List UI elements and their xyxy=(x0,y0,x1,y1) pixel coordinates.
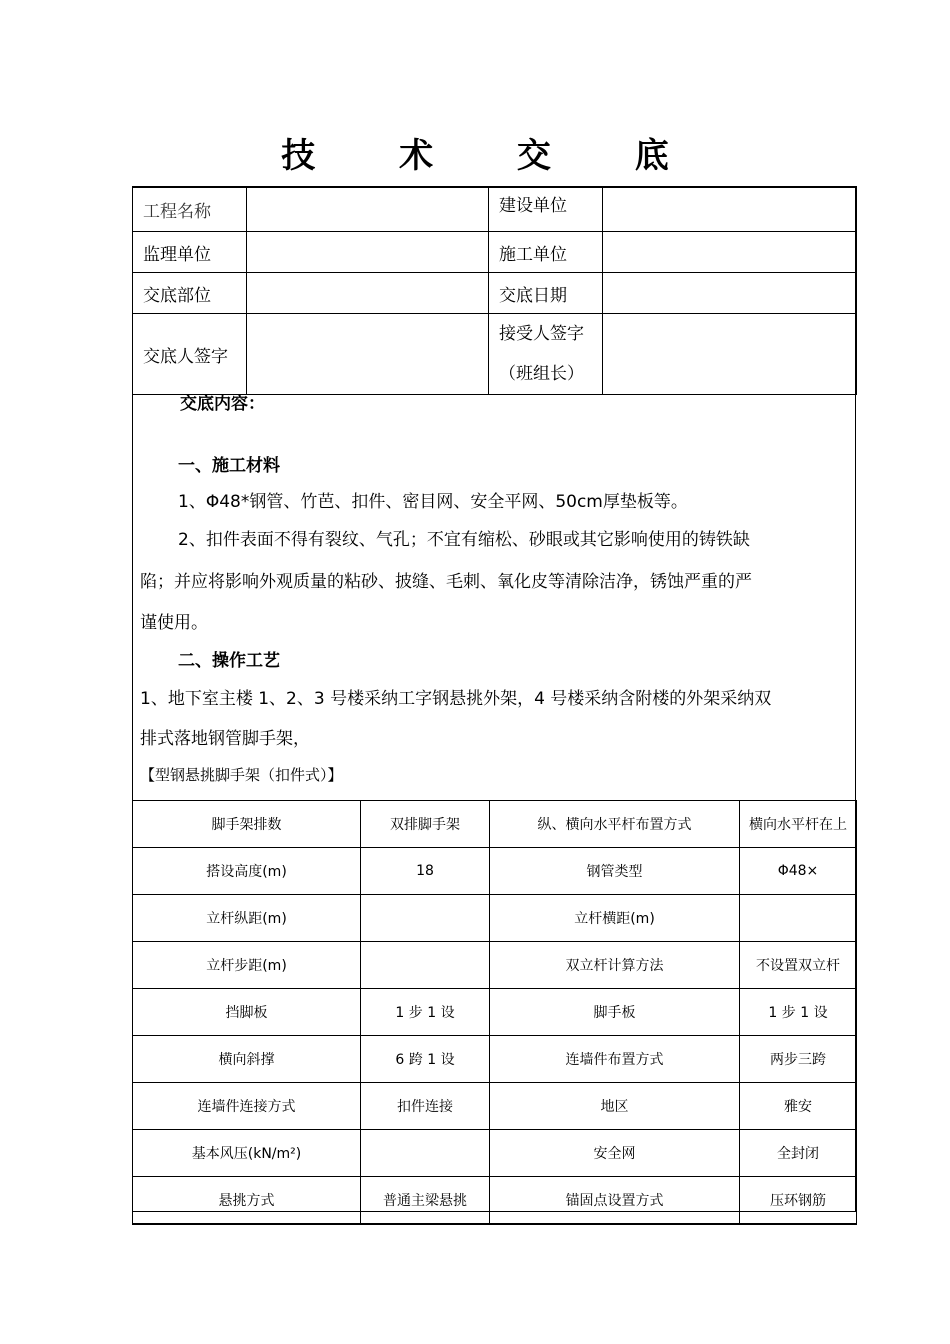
param-label-cell: 立杆步距(m) xyxy=(133,942,361,989)
param-value-cell: 18 xyxy=(361,848,490,895)
construction-unit-label: 建设单位 xyxy=(489,187,603,232)
param-label-cell: 立杆纵距(m) xyxy=(133,895,361,942)
project-info-table xyxy=(132,186,857,395)
contractor-field[interactable] xyxy=(603,232,857,273)
table-row xyxy=(133,989,857,1036)
table-row xyxy=(133,895,857,942)
table-row xyxy=(133,1036,857,1083)
location-label: 交底部位 xyxy=(133,273,247,314)
param-value-cell xyxy=(361,942,490,989)
param-value-cell: 横向水平杆在上 xyxy=(740,801,857,848)
param-value-cell: 1 步 1 设 xyxy=(361,989,490,1036)
param-label-cell: 横向斜撑 xyxy=(133,1036,361,1083)
table-row xyxy=(133,848,857,895)
param-value-cell: 1 步 1 设 xyxy=(740,989,857,1036)
section2-title: 二、操作工艺 xyxy=(178,651,280,671)
table-row xyxy=(133,942,857,989)
section1-item2-line1: 2、扣件表面不得有裂纹、气孔；不宜有缩松、砂眼或其它影响使用的铸铁缺 xyxy=(178,530,750,550)
supervision-unit-label: 监理单位 xyxy=(133,232,247,273)
param-value-cell: 压环钢筋 xyxy=(740,1177,857,1225)
param-value-cell: Φ48× xyxy=(740,848,857,895)
param-label-cell: 连墙件连接方式 xyxy=(133,1083,361,1130)
presenter-sign-field[interactable] xyxy=(247,314,489,395)
project-name-label: 工程名称 xyxy=(133,187,247,232)
param-value-cell: 两步三跨 xyxy=(740,1036,857,1083)
location-field[interactable] xyxy=(247,273,489,314)
param-value-cell: 全封闭 xyxy=(740,1130,857,1177)
param-value-cell: 双排脚手架 xyxy=(361,801,490,848)
param-label-cell: 连墙件布置方式 xyxy=(490,1036,740,1083)
section1-title: 一、施工材料 xyxy=(178,456,280,476)
section1-item2-line3: 谨使用。 xyxy=(140,613,208,633)
param-label-cell: 锚固点设置方式 xyxy=(490,1177,740,1225)
param-label-cell: 挡脚板 xyxy=(133,989,361,1036)
param-label-cell: 悬挑方式 xyxy=(133,1177,361,1225)
param-label-cell: 安全网 xyxy=(490,1130,740,1177)
project-name-field[interactable] xyxy=(247,187,489,232)
receiver-sign-label-line2: （班组长） xyxy=(499,364,584,384)
param-value-cell xyxy=(740,895,857,942)
section1-item2-line2: 陷；并应将影响外观质量的粘砂、披缝、毛刺、氧化皮等清除洁净，锈蚀严重的严 xyxy=(140,572,752,592)
table-row xyxy=(133,1177,857,1225)
param-label-cell: 基本风压(kN/m²) xyxy=(133,1130,361,1177)
receiver-sign-label-line1: 接受人签字 xyxy=(499,324,584,344)
table-row xyxy=(133,273,857,314)
param-value-cell: 不设置双立杆 xyxy=(740,942,857,989)
param-value-cell xyxy=(361,1130,490,1177)
table-row xyxy=(133,314,857,395)
table-row xyxy=(133,232,857,273)
param-value-cell xyxy=(361,895,490,942)
param-label-cell: 脚手板 xyxy=(490,989,740,1036)
param-value-cell: 雅安 xyxy=(740,1083,857,1130)
param-label-cell: 钢管类型 xyxy=(490,848,740,895)
param-value-cell: 扣件连接 xyxy=(361,1083,490,1130)
param-label-cell: 脚手架排数 xyxy=(133,801,361,848)
content-heading: 交底内容： xyxy=(180,394,265,414)
table-row xyxy=(133,1083,857,1130)
param-label-cell: 搭设高度(m) xyxy=(133,848,361,895)
scaffold-params-table xyxy=(132,800,857,1225)
param-label-cell: 地区 xyxy=(490,1083,740,1130)
section2-item1-line2: 排式落地钢管脚手架， xyxy=(140,729,310,749)
document-title: 技 术 交 底 xyxy=(281,136,705,176)
date-field[interactable] xyxy=(603,273,857,314)
date-label: 交底日期 xyxy=(489,273,603,314)
scaffold-caption: 【型钢悬挑脚手架（扣件式）】 xyxy=(140,766,343,784)
supervision-unit-field[interactable] xyxy=(247,232,489,273)
param-label-cell: 纵、横向水平杆布置方式 xyxy=(490,801,740,848)
param-value-cell: 普通主梁悬挑 xyxy=(361,1177,490,1225)
presenter-sign-label: 交底人签字 xyxy=(133,314,247,395)
contractor-label: 施工单位 xyxy=(489,232,603,273)
table-row xyxy=(133,801,857,848)
section2-item1-line1: 1、地下室主楼 1、2、3 号楼采纳工字钢悬挑外架，4 号楼采纳含附楼的外架采纳双 xyxy=(140,689,772,709)
param-label-cell: 双立杆计算方法 xyxy=(490,942,740,989)
table-row xyxy=(133,1130,857,1177)
param-value-cell: 6 跨 1 设 xyxy=(361,1036,490,1083)
table-row xyxy=(133,187,857,232)
section1-item1: 1、Φ48*钢管、竹芭、扣件、密目网、安全平网、50cm厚垫板等。 xyxy=(178,492,688,512)
receiver-sign-label xyxy=(489,314,603,395)
receiver-sign-field[interactable] xyxy=(603,314,857,395)
construction-unit-field[interactable] xyxy=(603,187,857,232)
param-label-cell: 立杆横距(m) xyxy=(490,895,740,942)
